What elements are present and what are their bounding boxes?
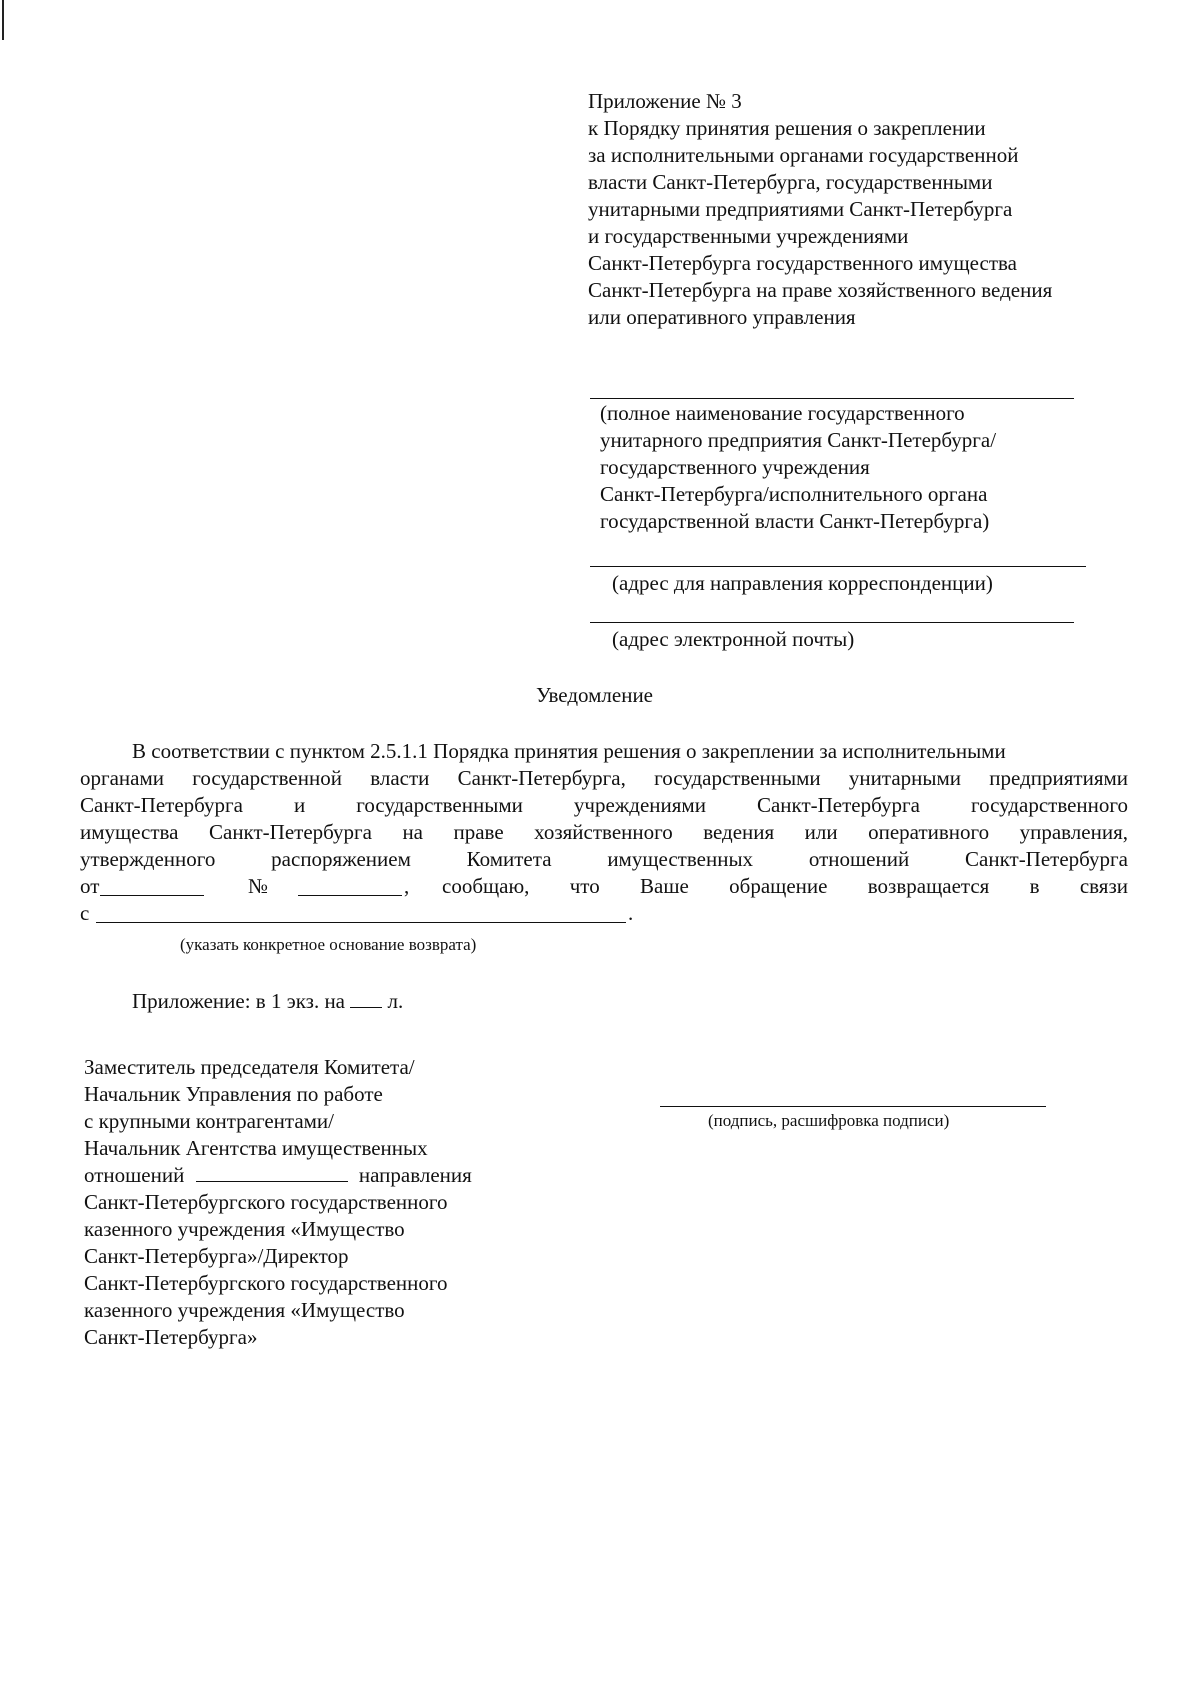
appendix-line: власти Санкт-Петербурга, государственными (588, 170, 993, 194)
reason-caption: (указать конкретное основание возврата) (180, 935, 477, 954)
signatory-line: Санкт-Петербурга» (84, 1325, 258, 1349)
appendix-line: Приложение № 3 (588, 89, 742, 113)
direction-blank[interactable] (196, 1163, 348, 1182)
address-line[interactable] (590, 566, 1086, 567)
appendix-line: унитарными предприятиями Санкт-Петербурга (588, 197, 1013, 221)
from-word: от (80, 874, 100, 898)
email-line[interactable] (590, 622, 1074, 623)
signatory-block (84, 1054, 472, 1351)
signature-line[interactable] (660, 1106, 1046, 1107)
period: . (628, 901, 634, 925)
recipient-name-line[interactable] (590, 398, 1074, 399)
signatory-line: Санкт-Петербургского государственного (84, 1190, 448, 1214)
body-line-from (80, 873, 1128, 900)
body-line-with (80, 900, 1128, 927)
signatory-line: Начальник Управления по работе (84, 1082, 383, 1106)
signatory-line: Санкт-Петербурга»/Директор (84, 1244, 349, 1268)
appendix-line: и государственными учреждениями (588, 224, 909, 248)
appendix-line: за исполнительными органами государственной (588, 143, 1019, 167)
signatory-line: Санкт-Петербургского государственного (84, 1271, 448, 1295)
body-line: Санкт-Петербурга и государственными учреждениями Санкт-Петербурга государственного (80, 793, 1128, 817)
signatory-line: с крупными контрагентами/ (84, 1109, 335, 1133)
notice-body (80, 738, 1128, 927)
direction-word: направления (358, 1163, 472, 1187)
recipient-name-caption (600, 400, 996, 535)
body-tail: сообщаю, что Ваше обращение возвращается в связи (442, 874, 1128, 898)
caption-line: государственной власти Санкт-Петербурга) (600, 509, 990, 533)
reason-blank[interactable] (96, 904, 626, 923)
body-line: органами государственной власти Санкт-Петербурга, государственными унитарными предприятиями (80, 766, 1128, 790)
caption-line: унитарного предприятия Санкт-Петербурга/ (600, 428, 997, 452)
with-word: с (80, 901, 90, 925)
email-caption: (адрес электронной почты) (612, 627, 855, 651)
caption-line: Санкт-Петербурга/исполнительного органа (600, 482, 988, 506)
signature-caption: (подпись, расшифровка подписи) (708, 1111, 950, 1130)
number-blank[interactable] (298, 877, 402, 896)
attachment-prefix: Приложение: в 1 экз. на (132, 989, 346, 1013)
comma: , (404, 874, 410, 898)
attachment-suffix: л. (387, 989, 404, 1013)
caption-line: (полное наименование государственного (600, 401, 965, 425)
address-caption: (адрес для направления корреспонденции) (612, 571, 993, 595)
attachment-line (132, 988, 403, 1015)
appendix-line: к Порядку принятия решения о закреплении (588, 116, 986, 140)
date-blank[interactable] (100, 877, 204, 896)
appendix-line: или оперативного управления (588, 305, 856, 329)
relations-word: отношений (84, 1163, 185, 1187)
body-line: утвержденного распоряжением Комитета имущественных отношений Санкт-Петербурга (80, 847, 1128, 871)
signatory-line: казенного учреждения «Имущество (84, 1217, 405, 1241)
signatory-line: Заместитель председателя Комитета/ (84, 1055, 415, 1079)
scan-edge-mark (2, 0, 4, 40)
caption-line: государственного учреждения (600, 455, 870, 479)
signatory-line-direction (84, 1162, 472, 1189)
signatory-line: Начальник Агентства имущественных (84, 1136, 428, 1160)
signatory-line: казенного учреждения «Имущество (84, 1298, 405, 1322)
body-line: В соответствии с пунктом 2.5.1.1 Порядка принятия решения о закреплении за исполнительными (132, 739, 1006, 763)
appendix-line: Санкт-Петербурга государственного имущества (588, 251, 1017, 275)
notice-title: Уведомление (536, 683, 654, 707)
number-sign: № (248, 874, 269, 898)
appendix-header (588, 88, 1052, 331)
body-line: имущества Санкт-Петербурга на праве хозяйственного ведения или оперативного управления, (80, 820, 1128, 844)
appendix-line: Санкт-Петербурга на праве хозяйственного ведения (588, 278, 1053, 302)
pages-blank[interactable] (350, 989, 382, 1008)
